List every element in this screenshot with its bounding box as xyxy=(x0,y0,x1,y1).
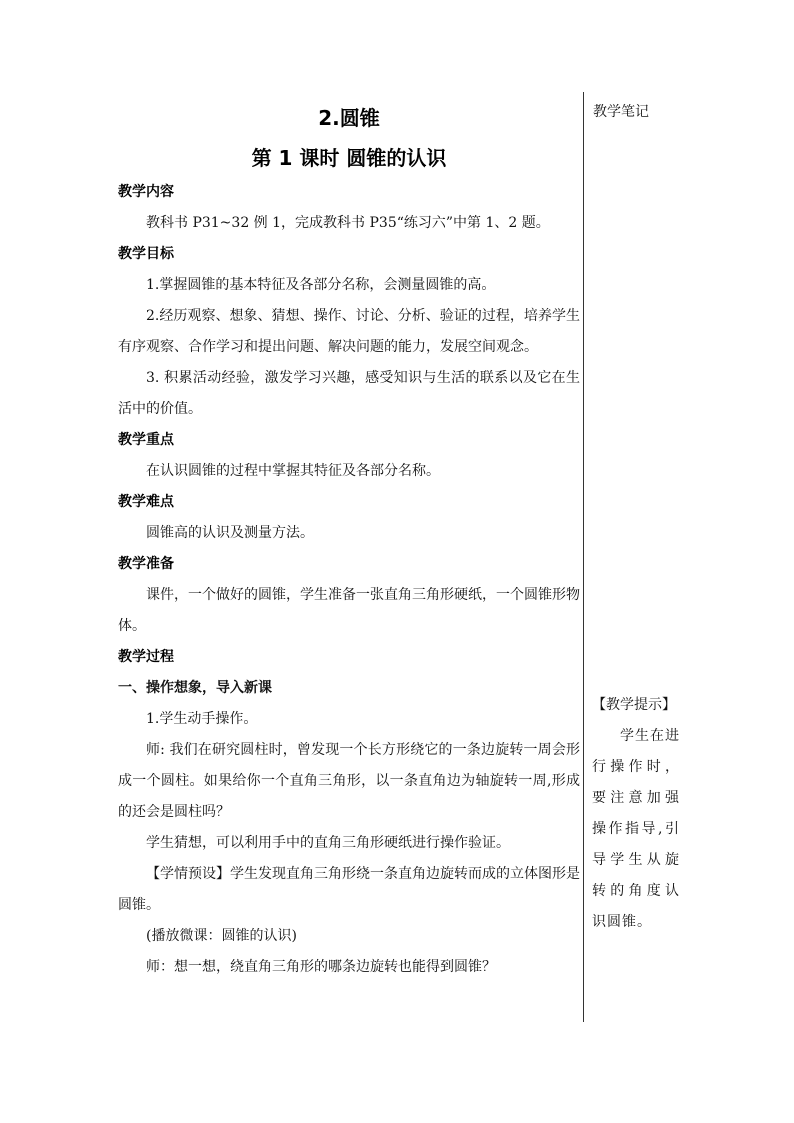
process-paragraph: 师：想一想，绕直角三角形的哪条边旋转也能得到圆锥？ xyxy=(146,959,496,975)
goal-2: 2.经历观察、想象、猜想、操作、讨论、分析、验证的过程，培养学生有序观察、合作学习和提出问题、解决问题的能力，发展空间观念。 xyxy=(118,308,580,355)
tip-heading: 【教学提示】 xyxy=(592,697,676,713)
content-heading: 教学内容 xyxy=(118,184,174,200)
content-text: 教科书 P31~32 例 1，完成教科书 P35“练习六”中第 1、2 题。 xyxy=(146,215,550,231)
process-paragraph: 【学情预设】学生发现直角三角形绕一条直角边旋转而成的立体图形是圆锥。 xyxy=(118,866,580,913)
goal-1: 1.掌握圆锥的基本特征及各部分名称，会测量圆锥的高。 xyxy=(146,277,496,293)
key-heading: 教学重点 xyxy=(118,432,174,448)
process-paragraph: (播放微课：圆锥的认识) xyxy=(146,928,297,944)
step1-heading: 一、操作想象，导入新课 xyxy=(118,680,272,696)
process-paragraph: 学生猜想，可以利用手中的直角三角形硬纸进行操作验证。 xyxy=(146,835,510,851)
notes-title: 教学笔记 xyxy=(593,104,649,120)
goal-3: 3. 积累活动经验，激发学习兴趣，感受知识与生活的联系以及它在生活中的价值。 xyxy=(118,370,580,417)
notes-sidebar xyxy=(586,92,684,930)
difficulty-heading: 教学难点 xyxy=(118,494,174,510)
process-paragraph: 师: 我们在研究圆柱时，曾发现一个长方形绕它的一条边旋转一周会形成一个圆柱。如果给你一个直角三角形，以一条直角边为轴旋转一周,形成的还会是圆柱吗？ xyxy=(118,742,580,820)
lesson-title: 2.圆锥 xyxy=(318,106,380,130)
prep-text: 课件，一个做好的圆锥，学生准备一张直角三角形硬纸，一个圆锥形物体。 xyxy=(118,587,580,634)
tip-text: 学生在进行操作时，要注意加强操作指导,引导学生从旋转的角度认识圆锥。 xyxy=(592,728,680,930)
difficulty-text: 圆锥高的认识及测量方法。 xyxy=(146,525,314,541)
process-heading: 教学过程 xyxy=(118,649,174,665)
key-text: 在认识圆锥的过程中掌握其特征及各部分名称。 xyxy=(146,463,440,479)
lesson-plan-main xyxy=(118,92,580,983)
goals-heading: 教学目标 xyxy=(118,246,174,262)
lesson-subtitle: 第 1 课时 圆锥的认识 xyxy=(251,146,447,170)
process-paragraph: 1.学生动手操作。 xyxy=(146,711,258,727)
prep-heading: 教学准备 xyxy=(118,556,174,572)
column-divider xyxy=(583,92,584,1022)
